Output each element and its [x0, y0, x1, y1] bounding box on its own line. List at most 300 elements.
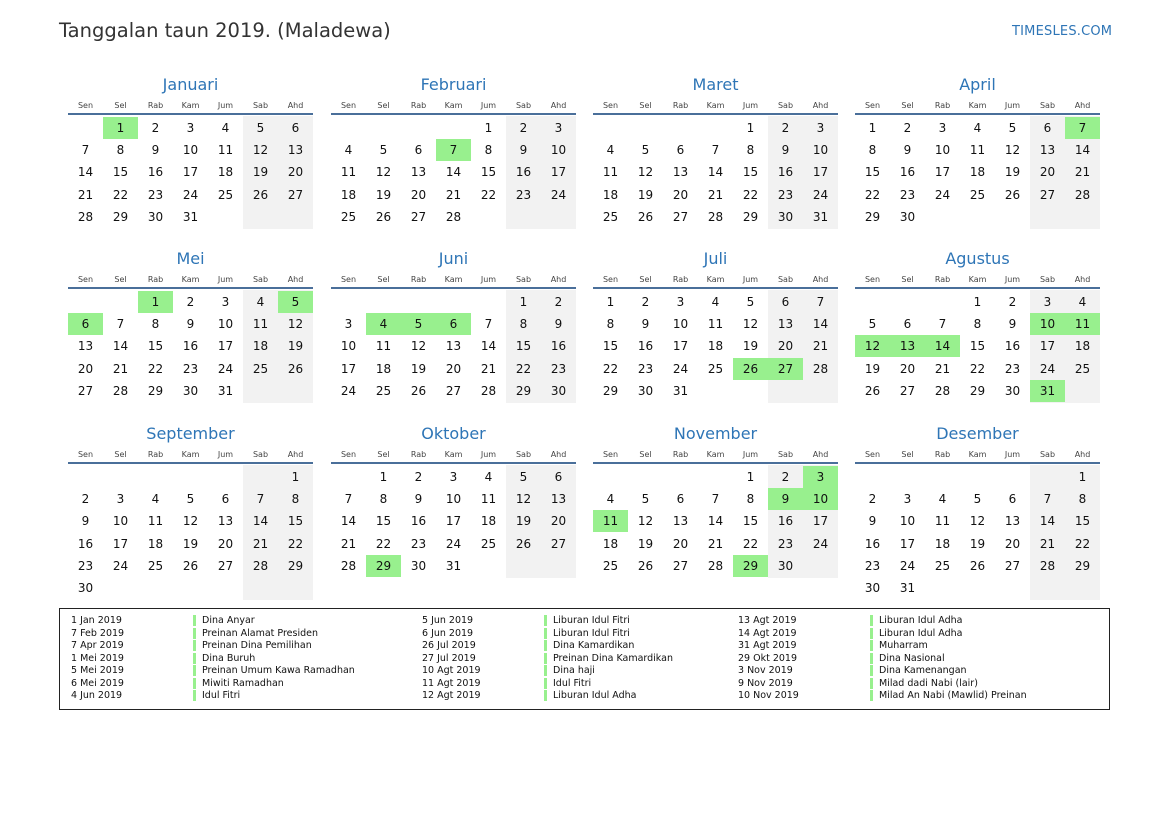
day-cell: 10 — [672, 317, 689, 332]
day-cell: 7 — [81, 143, 90, 158]
day-cell: 23 — [637, 361, 654, 376]
day-cell: 30 — [1004, 383, 1021, 398]
day-cell: 8 — [519, 317, 528, 332]
day-cell: 9 — [414, 492, 423, 507]
day-cell: 15 — [480, 165, 497, 180]
day-cell: 29 — [1074, 558, 1091, 573]
legend-date: 11 Agt 2019 — [422, 677, 481, 689]
month-name: September — [146, 424, 235, 443]
day-cell: 4 — [711, 295, 720, 309]
day-cell: 16 — [410, 514, 427, 529]
day-cell: 17 — [672, 339, 689, 354]
day-cell: 7 — [711, 143, 720, 158]
day-cell: 26 — [252, 187, 269, 202]
day-cell: 27 — [217, 558, 234, 573]
day-cell: 12 — [1004, 143, 1021, 158]
day-cell: 20 — [287, 165, 304, 180]
day-cell: 12 — [637, 165, 654, 180]
header-rule — [68, 113, 313, 115]
weekday-header: Sel — [639, 275, 652, 284]
weekday-header: Jum — [480, 275, 497, 284]
header-rule — [331, 462, 576, 464]
day-cell: 4 — [973, 121, 982, 135]
day-cell: 2 — [781, 470, 790, 484]
day-cell: 30 — [77, 581, 94, 595]
month-name: Februari — [420, 75, 487, 94]
day-cell: 22 — [287, 536, 304, 551]
weekday-header: Ahd — [550, 101, 567, 110]
day-cell: 17 — [899, 536, 916, 551]
day-cell: 24 — [812, 536, 829, 551]
day-cell: 1 — [1078, 470, 1087, 484]
day-cell: 4 — [1078, 295, 1087, 309]
day-cell: 31 — [899, 581, 916, 595]
day-cell: 29 — [602, 383, 619, 398]
day-cell: 31 — [812, 209, 829, 224]
day-cell: 22 — [147, 361, 164, 376]
day-cell: 4 — [344, 143, 353, 158]
month-name: Oktober — [421, 424, 486, 443]
legend-date: 29 Okt 2019 — [738, 652, 798, 664]
day-cell: 21 — [812, 339, 829, 354]
brand-link[interactable]: TIMESLES.COM — [1012, 24, 1113, 39]
day-cell: 18 — [252, 339, 269, 354]
day-cell: 14 — [340, 514, 357, 529]
day-cell: 20 — [217, 536, 234, 551]
legend-holiday-name: Muharram — [870, 640, 928, 651]
day-cell: 23 — [515, 187, 532, 202]
day-cell: 1 — [606, 295, 615, 309]
day-cell: 25 — [147, 558, 164, 573]
legend-date: 31 Agt 2019 — [738, 640, 797, 651]
weekday-header: Rab — [147, 275, 164, 284]
day-cell: 29 — [969, 383, 986, 398]
weekday-header: Sen — [340, 101, 357, 110]
day-cell: 16 — [1004, 339, 1021, 354]
weekday-header: Sen — [602, 101, 619, 110]
day-cell: 2 — [641, 295, 650, 309]
weekday-header: Jum — [217, 275, 234, 284]
day-cell: 6 — [903, 317, 912, 332]
day-cell: 21 — [340, 536, 357, 551]
day-cell: 19 — [252, 165, 269, 180]
weekday-header: Rab — [410, 275, 427, 284]
day-cell: 4 — [938, 492, 947, 507]
day-cell: 14 — [252, 514, 269, 529]
weekday-header: Jum — [742, 450, 759, 459]
day-cell: 15 — [375, 514, 392, 529]
weekday-header: Ahd — [1074, 275, 1091, 284]
day-cell: 5 — [641, 143, 650, 158]
month-name: Desember — [936, 424, 1019, 443]
legend-date: 10 Nov 2019 — [738, 690, 799, 701]
day-cell: 11 — [217, 143, 234, 158]
holiday-cell: 14 — [925, 335, 960, 357]
legend-date: 6 Jun 2019 — [422, 627, 474, 639]
weekday-header: Ahd — [287, 101, 304, 110]
day-cell: 29 — [147, 383, 164, 398]
day-cell: 29 — [515, 383, 532, 398]
day-cell: 13 — [217, 514, 234, 529]
day-cell: 15 — [515, 339, 532, 354]
weekday-header: Sab — [252, 275, 269, 284]
day-cell: 28 — [707, 558, 724, 573]
weekday-header: Sen — [340, 450, 357, 459]
day-cell: 18 — [602, 536, 619, 551]
day-cell: 19 — [864, 361, 881, 376]
day-cell: 25 — [480, 536, 497, 551]
day-cell: 18 — [480, 514, 497, 529]
day-cell: 13 — [672, 165, 689, 180]
day-cell: 11 — [480, 492, 497, 507]
day-cell: 24 — [934, 187, 951, 202]
legend-holiday-name: Dina haji — [544, 665, 595, 676]
weekday-header: Rab — [934, 450, 951, 459]
day-cell: 24 — [182, 187, 199, 202]
weekday-header: Sab — [515, 275, 532, 284]
weekday-header: Rab — [934, 275, 951, 284]
day-cell: 26 — [864, 383, 881, 398]
holiday-cell: 7 — [436, 139, 471, 161]
day-cell: 28 — [1039, 558, 1056, 573]
day-cell: 8 — [151, 317, 160, 332]
day-cell: 14 — [480, 339, 497, 354]
day-cell: 9 — [519, 143, 528, 158]
day-cell: 26 — [969, 558, 986, 573]
day-cell: 23 — [899, 187, 916, 202]
weekday-header: Kam — [181, 450, 200, 459]
day-cell: 20 — [777, 339, 794, 354]
weekday-header: Sel — [114, 275, 127, 284]
header-rule — [331, 113, 576, 115]
day-cell: 21 — [112, 361, 129, 376]
month-name: April — [959, 75, 996, 94]
legend-date: 12 Agt 2019 — [422, 690, 481, 701]
day-cell: 2 — [868, 492, 877, 507]
holiday-cell: 13 — [890, 335, 925, 357]
day-cell: 16 — [550, 339, 567, 354]
day-cell: 15 — [602, 339, 619, 354]
weekday-header: Kam — [444, 275, 463, 284]
legend-date: 7 Apr 2019 — [71, 640, 124, 651]
day-cell: 18 — [147, 536, 164, 551]
day-cell: 2 — [186, 295, 195, 309]
legend-holiday-name: Milad An Nabi (Mawlid) Preinan — [870, 690, 1027, 701]
weekday-header: Rab — [147, 101, 164, 110]
day-cell: 27 — [410, 209, 427, 224]
day-cell: 10 — [899, 514, 916, 529]
weekday-header: Kam — [181, 275, 200, 284]
day-cell: 18 — [602, 187, 619, 202]
day-cell: 2 — [81, 492, 90, 507]
day-cell: 31 — [182, 209, 199, 224]
legend-holiday-name: Idul Fitri — [544, 678, 591, 689]
day-cell: 29 — [742, 209, 759, 224]
day-cell: 30 — [550, 383, 567, 398]
day-cell: 23 — [864, 558, 881, 573]
day-cell: 17 — [1039, 339, 1056, 354]
day-cell: 23 — [777, 536, 794, 551]
weekday-header: Rab — [672, 275, 689, 284]
holiday-cell: 6 — [68, 313, 103, 335]
day-cell: 19 — [969, 536, 986, 551]
day-cell: 13 — [672, 514, 689, 529]
day-cell: 3 — [186, 121, 195, 135]
day-cell: 27 — [77, 383, 94, 398]
holiday-cell: 9 — [768, 488, 803, 510]
weekday-header: Sab — [515, 101, 532, 110]
day-cell: 19 — [375, 187, 392, 202]
weekday-header: Ahd — [812, 450, 829, 459]
weekday-header: Sel — [114, 101, 127, 110]
day-cell: 28 — [934, 383, 951, 398]
day-cell: 30 — [410, 558, 427, 573]
day-cell: 22 — [742, 536, 759, 551]
day-cell: 9 — [186, 317, 195, 332]
day-cell: 16 — [777, 514, 794, 529]
weekday-header: Sel — [377, 101, 390, 110]
day-cell: 1 — [484, 121, 493, 135]
day-cell: 22 — [742, 187, 759, 202]
weekday-header: Rab — [672, 450, 689, 459]
weekday-header: Sel — [114, 450, 127, 459]
day-cell: 16 — [77, 536, 94, 551]
day-cell: 2 — [414, 470, 423, 484]
weekday-header: Jum — [1004, 101, 1021, 110]
day-cell: 15 — [287, 514, 304, 529]
day-cell: 23 — [1004, 361, 1021, 376]
day-cell: 14 — [707, 165, 724, 180]
day-cell: 19 — [182, 536, 199, 551]
day-cell: 7 — [256, 492, 265, 507]
day-cell: 21 — [480, 361, 497, 376]
day-cell: 25 — [375, 383, 392, 398]
day-cell: 24 — [217, 361, 234, 376]
legend-holiday-name: Dina Nasional — [870, 653, 945, 664]
day-cell: 16 — [515, 165, 532, 180]
day-cell: 22 — [1074, 536, 1091, 551]
day-cell: 11 — [602, 165, 619, 180]
legend-date: 27 Jul 2019 — [422, 652, 476, 664]
day-cell: 1 — [746, 470, 755, 484]
day-cell: 9 — [1008, 317, 1017, 332]
weekday-header: Sel — [377, 450, 390, 459]
day-cell: 5 — [1008, 121, 1017, 135]
day-cell: 31 — [672, 383, 689, 398]
legend-date: 1 Mei 2019 — [71, 652, 124, 664]
day-cell: 18 — [340, 187, 357, 202]
day-cell: 19 — [637, 536, 654, 551]
day-cell: 7 — [816, 295, 825, 309]
day-cell: 8 — [746, 143, 755, 158]
day-cell: 18 — [217, 165, 234, 180]
legend-date: 1 Jan 2019 — [71, 615, 122, 626]
weekday-header: Sab — [1039, 450, 1056, 459]
day-cell: 5 — [641, 492, 650, 507]
day-cell: 18 — [934, 536, 951, 551]
day-cell: 25 — [252, 361, 269, 376]
day-cell: 6 — [554, 470, 563, 484]
legend-holiday-name: Preinan Dina Kamardikan — [544, 653, 673, 664]
holiday-cell: 27 — [768, 358, 803, 380]
legend-holiday-name: Dina Buruh — [193, 653, 255, 664]
weekday-header: Sab — [252, 101, 269, 110]
header-rule — [68, 287, 313, 289]
day-cell: 22 — [515, 361, 532, 376]
weekday-header: Sab — [777, 450, 794, 459]
day-cell: 29 — [864, 209, 881, 224]
day-cell: 10 — [934, 143, 951, 158]
weekday-header: Sel — [901, 275, 914, 284]
day-cell: 30 — [182, 383, 199, 398]
weekday-header: Ahd — [287, 450, 304, 459]
day-cell: 6 — [676, 492, 685, 507]
day-cell: 22 — [112, 187, 129, 202]
day-cell: 21 — [445, 187, 462, 202]
day-cell: 10 — [217, 317, 234, 332]
day-cell: 15 — [1074, 514, 1091, 529]
day-cell: 3 — [676, 295, 685, 309]
day-cell: 23 — [550, 361, 567, 376]
day-cell: 2 — [781, 121, 790, 135]
day-cell: 12 — [182, 514, 199, 529]
day-cell: 20 — [410, 187, 427, 202]
weekday-header: Kam — [706, 101, 725, 110]
weekday-header: Sab — [1039, 101, 1056, 110]
day-cell: 27 — [287, 187, 304, 202]
day-cell: 9 — [151, 143, 160, 158]
day-cell: 6 — [781, 295, 790, 309]
day-cell: 28 — [480, 383, 497, 398]
day-cell: 6 — [414, 143, 423, 158]
day-cell: 11 — [969, 143, 986, 158]
day-cell: 27 — [672, 209, 689, 224]
day-cell: 4 — [484, 470, 493, 484]
day-cell: 3 — [554, 121, 563, 135]
day-cell: 25 — [969, 187, 986, 202]
day-cell: 5 — [973, 492, 982, 507]
day-cell: 16 — [864, 536, 881, 551]
day-cell: 1 — [973, 295, 982, 309]
day-cell: 19 — [742, 339, 759, 354]
weekday-header: Ahd — [812, 275, 829, 284]
weekday-header: Sab — [777, 275, 794, 284]
holiday-cell: 3 — [803, 466, 838, 488]
day-cell: 11 — [707, 317, 724, 332]
legend-holiday-name: Preinan Alamat Presiden — [193, 628, 318, 639]
day-cell: 31 — [445, 558, 462, 573]
header-rule — [855, 287, 1100, 289]
day-cell: 20 — [445, 361, 462, 376]
day-cell: 12 — [742, 317, 759, 332]
holiday-cell: 26 — [733, 358, 768, 380]
day-cell: 1 — [291, 470, 300, 484]
legend-holiday-name: Milad dadi Nabi (lair) — [870, 678, 978, 689]
day-cell: 7 — [484, 317, 493, 332]
day-cell: 25 — [1074, 361, 1091, 376]
day-cell: 26 — [637, 558, 654, 573]
weekday-header: Sen — [77, 450, 94, 459]
legend-date: 7 Feb 2019 — [71, 627, 125, 639]
weekday-header: Kam — [444, 101, 463, 110]
legend-holiday-name: Dina Anyar — [193, 615, 255, 626]
day-cell: 8 — [291, 492, 300, 507]
day-cell: 26 — [182, 558, 199, 573]
day-cell: 11 — [252, 317, 269, 332]
legend-holiday-name: Preinan Dina Pemilihan — [193, 640, 312, 651]
day-cell: 28 — [252, 558, 269, 573]
day-cell: 11 — [147, 514, 164, 529]
legend-holiday-name: Dina Kamardikan — [544, 640, 634, 651]
day-cell: 22 — [375, 536, 392, 551]
holiday-cell: 7 — [1065, 117, 1100, 139]
weekday-header: Sen — [864, 101, 881, 110]
weekday-header: Sen — [602, 450, 619, 459]
day-cell: 24 — [112, 558, 129, 573]
day-cell: 6 — [676, 143, 685, 158]
day-cell: 7 — [711, 492, 720, 507]
holiday-cell: 10 — [803, 488, 838, 510]
day-cell: 12 — [637, 514, 654, 529]
day-cell: 13 — [287, 143, 304, 158]
day-cell: 17 — [445, 514, 462, 529]
day-cell: 3 — [449, 470, 458, 484]
weekday-header: Rab — [147, 450, 164, 459]
weekday-header: Kam — [968, 450, 987, 459]
day-cell: 7 — [938, 317, 947, 332]
holiday-cell: 5 — [278, 291, 313, 313]
legend-date: 6 Mei 2019 — [71, 677, 124, 689]
day-cell: 22 — [480, 187, 497, 202]
holiday-cell: 29 — [733, 555, 768, 577]
day-cell: 7 — [116, 317, 125, 332]
weekday-header: Ahd — [287, 275, 304, 284]
day-cell: 3 — [1043, 295, 1052, 309]
legend-holiday-name: Miwiti Ramadhan — [193, 678, 284, 689]
month-name: Agustus — [945, 249, 1010, 268]
day-cell: 22 — [864, 187, 881, 202]
weekday-header: Jum — [480, 450, 497, 459]
day-cell: 13 — [77, 339, 94, 354]
day-cell: 13 — [777, 317, 794, 332]
holiday-cell: 1 — [103, 117, 138, 139]
day-cell: 27 — [550, 536, 567, 551]
weekday-header: Ahd — [1074, 450, 1091, 459]
month-name: Juni — [438, 249, 469, 268]
day-cell: 10 — [112, 514, 129, 529]
day-cell: 1 — [379, 470, 388, 484]
weekday-header: Kam — [706, 275, 725, 284]
day-cell: 10 — [182, 143, 199, 158]
day-cell: 20 — [550, 514, 567, 529]
day-cell: 25 — [934, 558, 951, 573]
day-cell: 14 — [707, 514, 724, 529]
day-cell: 21 — [1039, 536, 1056, 551]
day-cell: 9 — [868, 514, 877, 529]
day-cell: 14 — [112, 339, 129, 354]
day-cell: 14 — [1039, 514, 1056, 529]
day-cell: 9 — [781, 143, 790, 158]
day-cell: 13 — [1004, 514, 1021, 529]
day-cell: 10 — [812, 143, 829, 158]
weekday-header: Sab — [777, 101, 794, 110]
weekday-header: Sab — [1039, 275, 1056, 284]
day-cell: 9 — [81, 514, 90, 529]
day-cell: 10 — [340, 339, 357, 354]
day-cell: 27 — [899, 383, 916, 398]
day-cell: 26 — [375, 209, 392, 224]
day-cell: 21 — [707, 187, 724, 202]
